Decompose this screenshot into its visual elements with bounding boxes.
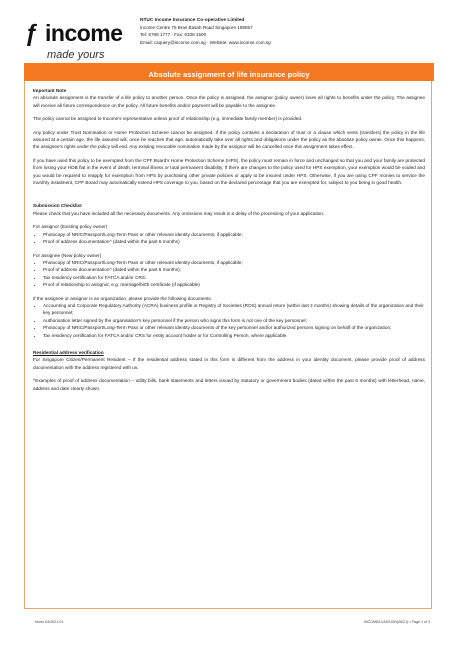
logo-mark: ƒ	[25, 20, 38, 47]
footer-page-number: INCOME/LI/ASSIGN(06/21) • Page 1 of 3	[364, 620, 430, 624]
list-item: • Tax residency certification for FATCA and/or CRS.	[43, 274, 425, 281]
important-note-para-2: The policy cannot be assigned to Income's representative unless proof of relationship (e.g. immediate family member) is provided.	[33, 116, 303, 122]
residential-heading: Residential address verification	[33, 349, 104, 355]
company-email-web: Email: csquery@income.com.sg · Website: www.income.com.sg	[140, 39, 271, 45]
assignee-heading: For assignee (New policy owner)	[33, 252, 102, 258]
important-note-para-3: Any policy under Trust Nomination or Home Protection Scheme cannot be assigned. If the policy contains a declaration of trust or a clause which vests (transfers) the policy in the life assured at a certain age, the life assured will, once he reaches that age, automatically take over all rights and obligations under the policy as the absolute policy owner. Once this happens, the assignee's rights under the policy will end. Any existing revocable nomination made by the assignor will be cancelled once this assignment takes effect.	[33, 129, 425, 150]
assignor-list	[33, 231, 425, 246]
logo-wordmark: income	[45, 20, 123, 46]
list-item: • Proof of address documentation^ (dated within the past 6 months)	[43, 238, 425, 245]
list-item: • Authorisation letter signed by the organisation's key personnel if the person who signs this form is not one of the key personnel;	[43, 317, 425, 324]
checklist-intro: Please check that you have included all the necessary documents. Any omissions may result in a delay of the processing of your application.	[33, 210, 325, 216]
list-item: • Photocopy of NRIC/Passport/Long-Term Pass or other relevant identity documents of the key personnel and/or authorized persons signing on behalf of the organization;	[43, 324, 425, 331]
important-note-heading: Important Note	[33, 88, 67, 93]
company-details	[140, 17, 440, 46]
assignee-list	[33, 259, 425, 289]
company-phone-fax: Tel: 6788 1777 · Fax: 6338 1500	[140, 32, 207, 38]
residential-text: For Singapore Citizen/Permanent Resident – If the residential address stated in this form is different from the address in your identity document, please provide proof of address documentation with the address registered with us.	[33, 357, 425, 370]
footer-form-code: eform 04/2021-01	[35, 620, 64, 624]
form-content	[33, 87, 425, 398]
checklist-heading: Submission Checklist	[33, 203, 82, 209]
list-item: • Proof of relationship to assignor, e.g. marriage/birth certificate (if applicable)	[43, 281, 425, 288]
income-logo	[25, 18, 135, 66]
important-note-para-1: An absolute assignment is the transfer of a life policy to another person. Once the policy is assigned, the assignor (policy owner) loses all rights to benefits under the policy. The assignee will receive all future correspondence on the policy. All future benefits and/or payment will be payable to the assignee.	[33, 95, 425, 108]
list-item: • Proof of address documentation^ (dated within the past 6 months);	[43, 266, 425, 273]
company-address: Income Centre 75 Bras Basah Road Singapore 189557	[140, 25, 253, 31]
organization-list	[33, 302, 425, 339]
assignor-heading: For assignor (Existing policy owner)	[33, 224, 108, 230]
list-item: • Photocopy of NRIC/Passport/Long-Term Pass or other relevant identity documents, if applicable;	[43, 231, 425, 238]
list-item: • Photocopy of NRIC/Passport/Long-Term Pass or other relevant identity documents, if applicable;	[43, 259, 425, 266]
list-item: • Tax residency certification for FATCA and/or CRS for entity account holder or for Controlling Person, where applicable.	[43, 332, 425, 339]
logo-tagline: made yours	[47, 49, 105, 61]
important-note-para-4: If you have used this policy to be exempted from the CPF Board's Home Protection Scheme (HPS), the policy must remain in force and unchanged so that you and your family are protected from losing your HDB flat in the event of death, terminal illness or total permanent disability. If there are changes to the policy used for HPS exemption, your exemption would be voided and you would be required to reapply for exemption from HPS by purchasing other private policies or apply to be insured under HPS. Otherwise, if you are using CPF monies to service the monthly instalment, CPF Board may automatically extend HPS coverage to you, based on the declared percentage that you are exempted for, subject to you being in good health.	[33, 157, 425, 186]
list-item: • Accounting and Corporate Regulatory Authority (ACRA) business profile or Registry of Societies (ROS) annual return (within last 3 months) showing details of the organization and their key personnel;	[43, 302, 425, 317]
form-title: Absolute assignment of life insurance policy	[24, 69, 434, 81]
organization-heading: If the assignee or assignor is an organization, please provide the following documents.	[33, 295, 213, 301]
company-name: NTUC Income Insurance Co-operative Limited	[140, 18, 245, 23]
residential-note: ^Examples of proof of address documentation – utility bills, bank statements and letters issued by statutory or government bodies (dated within the past 6 months) with letterhead, name, address and date clearly shown.	[33, 378, 425, 391]
